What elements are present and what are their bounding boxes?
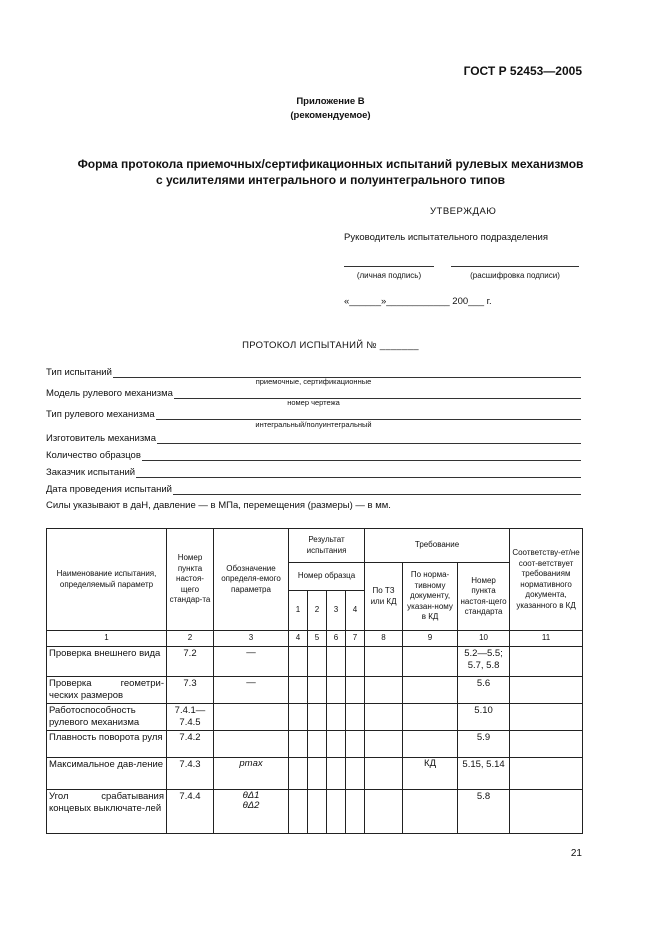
header-by-tz: По ТЗ или КД: [365, 563, 403, 631]
field-steering-model: [46, 385, 581, 399]
field-manufacturer: [46, 430, 581, 444]
field-customer-blank: [136, 466, 581, 478]
header-by-normative: По норма-тивному документу, указан-ному в КД: [403, 563, 458, 631]
row-by-tz: [365, 731, 403, 758]
row-sample-2: [308, 677, 327, 704]
appendix-heading: [0, 95, 661, 123]
field-test-type-label: Тип испытаний: [46, 367, 112, 378]
table-row: [47, 704, 583, 731]
column-index: 9: [403, 631, 458, 647]
row-sample-3: [327, 758, 346, 790]
field-manufacturer-label: Изготовитель механизма: [46, 433, 156, 444]
field-sample-count-label: Количество образцов: [46, 450, 141, 461]
field-test-type-hint: приемочные, сертификационные: [255, 377, 372, 386]
field-steering-model-label: Модель рулевого механизма: [46, 388, 173, 399]
row-clause: 7.4.3: [167, 758, 214, 790]
row-compliance: [510, 677, 583, 704]
row-test-name: Угол срабатывания концевых выключате-лей: [47, 790, 167, 834]
row-designation: [214, 704, 289, 731]
header-sample-2: 2: [308, 591, 327, 631]
designation-symbol-2: θΔ2: [242, 800, 260, 811]
row-designation: [214, 790, 289, 834]
protocol-table: [46, 528, 583, 834]
header-sample-3: 3: [327, 591, 346, 631]
row-sample-4: [346, 790, 365, 834]
row-sample-3: [327, 677, 346, 704]
row-designation: —: [214, 677, 289, 704]
designation-symbol: pmax: [239, 758, 263, 769]
column-index: 4: [289, 631, 308, 647]
row-by-normative: [403, 677, 458, 704]
row-by-tz: [365, 647, 403, 677]
row-compliance: [510, 731, 583, 758]
row-compliance: [510, 704, 583, 731]
column-index: 5: [308, 631, 327, 647]
row-clause: 7.4.2: [167, 731, 214, 758]
table-row: [47, 758, 583, 790]
form-title: [40, 156, 621, 188]
form-title-line1: Форма протокола приемочных/сертификационных испытаний рулевых механизмов: [77, 157, 584, 171]
row-sample-1: [289, 731, 308, 758]
form-title-line2: с усилителями интегрального и полуинтегрального типов: [155, 173, 506, 187]
column-index: 8: [365, 631, 403, 647]
row-sample-4: [346, 647, 365, 677]
row-sample-4: [346, 704, 365, 731]
header-sample-1: 1: [289, 591, 308, 631]
row-clause-std: 5.9: [458, 731, 510, 758]
header-result: Результат испытания: [289, 529, 365, 563]
row-sample-2: [308, 647, 327, 677]
row-designation: [214, 731, 289, 758]
header-requirement: Требование: [365, 529, 510, 563]
column-index: 10: [458, 631, 510, 647]
head-of-division-label: Руководитель испытательного подразделения: [344, 232, 549, 243]
header-clause: Номер пункта настоя-щего стандар-та: [167, 529, 214, 631]
row-clause-std: 5.15, 5.14: [458, 758, 510, 790]
row-sample-1: [289, 677, 308, 704]
row-sample-2: [308, 758, 327, 790]
signature-caption: (личная подпись): [356, 271, 422, 280]
appendix-subtitle: (рекомендуемое): [290, 110, 371, 121]
protocol-title: ПРОТОКОЛ ИСПЫТАНИЙ № _______: [242, 340, 419, 351]
units-note: Силы указывают в даН, давление — в МПа, перемещения (размеры) — в мм.: [46, 500, 391, 511]
row-test-name: Максимальное дав-ление: [47, 758, 167, 790]
column-index: 3: [214, 631, 289, 647]
approval-date-line: «______»____________ 200___ г.: [344, 296, 492, 307]
row-by-tz: [365, 758, 403, 790]
row-designation: [214, 758, 289, 790]
row-by-normative: [403, 790, 458, 834]
field-test-date-label: Дата проведения испытаний: [46, 484, 172, 495]
row-by-normative: [403, 704, 458, 731]
column-index: 7: [346, 631, 365, 647]
row-test-name: Проверка внешнего вида: [47, 647, 167, 677]
field-steering-model-hint: номер чертежа: [287, 398, 340, 407]
field-customer: [46, 464, 581, 478]
column-index: 6: [327, 631, 346, 647]
signature-line: [344, 266, 434, 267]
row-clause-std: 5.8: [458, 790, 510, 834]
row-clause: 7.4.1— 7.4.5: [167, 704, 214, 731]
column-index-row: [47, 631, 583, 647]
header-designation: Обозначение определя-емого параметра: [214, 529, 289, 631]
row-by-normative: [403, 647, 458, 677]
row-sample-4: [346, 677, 365, 704]
header-compliance: Соответству-ет/не соот-ветствует требованиям нормативного документа, указанного в КД: [510, 529, 583, 631]
row-clause: 7.3: [167, 677, 214, 704]
field-test-type: [46, 364, 581, 378]
row-compliance: [510, 647, 583, 677]
row-test-name: Плавность поворота руля: [47, 731, 167, 758]
column-index: 2: [167, 631, 214, 647]
field-customer-label: Заказчик испытаний: [46, 467, 136, 478]
row-sample-2: [308, 731, 327, 758]
row-sample-4: [346, 731, 365, 758]
row-sample-3: [327, 790, 346, 834]
row-sample-1: [289, 790, 308, 834]
row-test-name: Проверка геометри-ческих размеров: [47, 677, 167, 704]
row-clause: 7.4.4: [167, 790, 214, 834]
table-row: [47, 647, 583, 677]
field-sample-count: [46, 447, 581, 461]
field-steering-type: [46, 406, 581, 420]
row-sample-1: [289, 647, 308, 677]
table-row: [47, 790, 583, 834]
table-row: [47, 731, 583, 758]
row-clause-std: 5.6: [458, 677, 510, 704]
appendix-title: Приложение В: [296, 96, 365, 107]
row-by-tz: [365, 704, 403, 731]
field-test-date-blank: [173, 483, 581, 495]
field-steering-type-blank: [156, 408, 581, 420]
row-test-name: Работоспособность рулевого механизма: [47, 704, 167, 731]
field-steering-type-hint: интегральный/полуинтегральный: [255, 420, 372, 429]
row-sample-4: [346, 758, 365, 790]
row-sample-1: [289, 758, 308, 790]
row-clause-std: 5.2—5.5; 5.7, 5.8: [458, 647, 510, 677]
signature-decode-line: [451, 266, 579, 267]
row-clause-std: 5.10: [458, 704, 510, 731]
row-by-normative: КД: [403, 758, 458, 790]
table-row: [47, 677, 583, 704]
designation-symbol-1: θΔ1: [242, 790, 260, 801]
row-designation: —: [214, 647, 289, 677]
header-sample-4: 4: [346, 591, 365, 631]
row-sample-3: [327, 704, 346, 731]
row-by-normative: [403, 731, 458, 758]
field-sample-count-blank: [142, 449, 581, 461]
field-manufacturer-blank: [157, 432, 581, 444]
row-sample-3: [327, 731, 346, 758]
row-sample-2: [308, 790, 327, 834]
header-sample-number: Номер образца: [289, 563, 365, 591]
header-clause-std: Номер пункта настоя-щего стандарта: [458, 563, 510, 631]
row-clause: 7.2: [167, 647, 214, 677]
header-name: Наименование испытания, определяемый параметр: [47, 529, 167, 631]
document-code: ГОСТ Р 52453—2005: [463, 64, 582, 78]
row-sample-1: [289, 704, 308, 731]
row-compliance: [510, 758, 583, 790]
column-index: 1: [47, 631, 167, 647]
row-sample-2: [308, 704, 327, 731]
column-index: 11: [510, 631, 583, 647]
field-test-date: [46, 481, 581, 495]
page-number: 21: [570, 848, 582, 859]
row-by-tz: [365, 790, 403, 834]
row-sample-3: [327, 647, 346, 677]
signature-decode-caption: (расшифровка подписи): [470, 271, 560, 280]
row-compliance: [510, 790, 583, 834]
row-by-tz: [365, 677, 403, 704]
field-steering-type-label: Тип рулевого механизма: [46, 409, 155, 420]
approve-label: УТВЕРЖДАЮ: [430, 206, 497, 217]
